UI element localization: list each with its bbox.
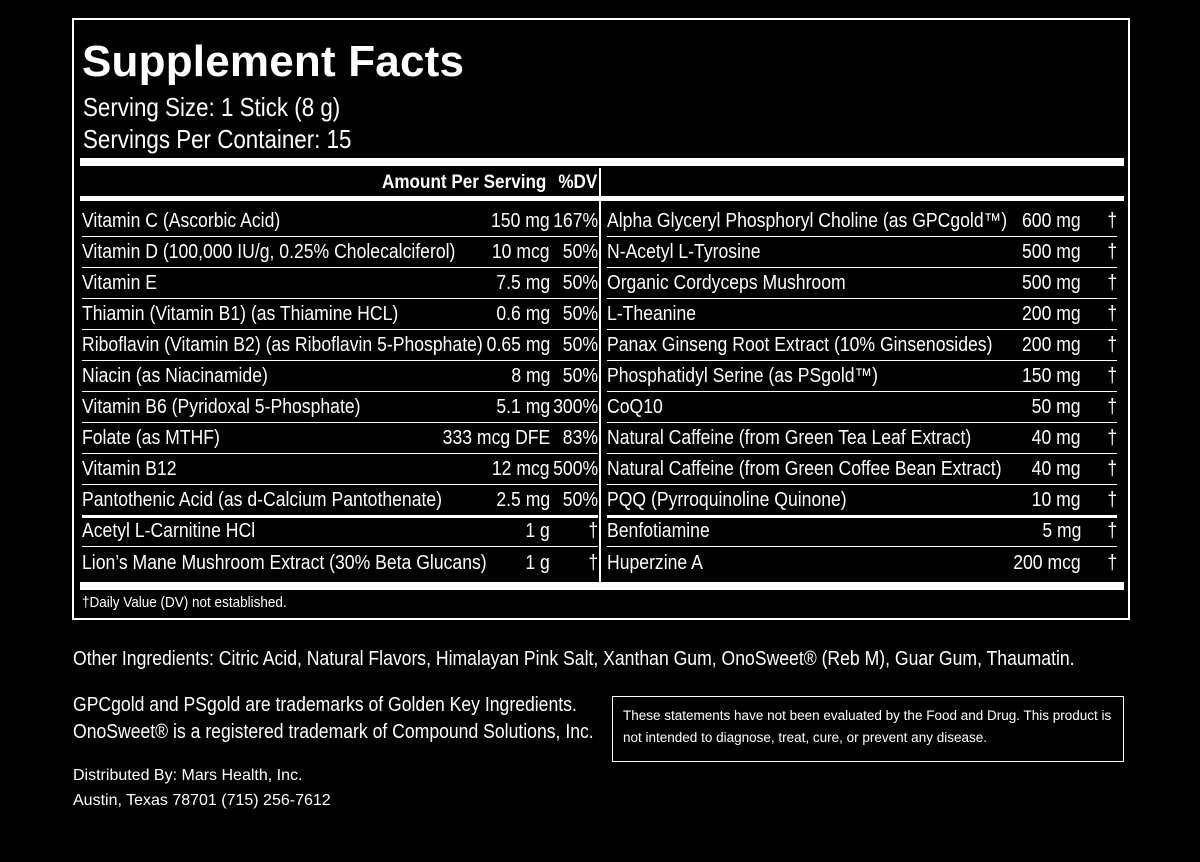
- divider-thick: [80, 158, 1124, 166]
- ingredient-amount: 10 mg: [1032, 489, 1081, 511]
- ingredient-dv: †: [1107, 272, 1117, 294]
- panel-title: Supplement Facts: [82, 37, 465, 86]
- row-divider: [82, 546, 598, 547]
- ingredient-name: Benfotiamine: [607, 520, 710, 542]
- left-ingredient-row: [82, 206, 598, 236]
- ingredient-dv: 50%: [562, 241, 598, 263]
- ingredient-name: N-Acetyl L-Tyrosine: [607, 241, 761, 263]
- fda-disclaimer: These statements have not been evaluated by the Food and Drug. This product is not intended to diagnose, treat, cure, or prevent any disease.: [612, 696, 1124, 762]
- ingredient-amount: 200 mcg: [1013, 552, 1081, 574]
- right-ingredient-row: [607, 485, 1117, 515]
- ingredient-name: Vitamin B6 (Pyridoxal 5-Phosphate): [82, 396, 361, 418]
- ingredient-amount: 40 mg: [1032, 458, 1081, 480]
- ingredient-name: Alpha Glyceryl Phosphoryl Choline (as GPCgold™): [607, 210, 1008, 232]
- divider-medium: [80, 196, 1124, 201]
- ingredient-dv: 50%: [562, 334, 598, 356]
- dv-header-label: %DV: [558, 172, 598, 193]
- other-ingredients: Other Ingredients: Citric Acid, Natural Flavors, Himalayan Pink Salt, Xanthan Gum, OnoSweet® (Reb M), Guar Gum, Thaumatin.: [73, 648, 1075, 670]
- left-ingredient-row: [82, 485, 598, 515]
- trademark-line-1: GPCgold and PSgold are trademarks of Golden Key Ingredients.: [73, 694, 577, 716]
- column-separator-header: [599, 168, 601, 200]
- ingredient-name: Lion’s Mane Mushroom Extract (30% Beta Glucans): [82, 552, 487, 574]
- ingredient-amount: 40 mg: [1032, 427, 1081, 449]
- ingredient-name: Pantothenic Acid (as d-Calcium Pantothenate): [82, 489, 443, 511]
- ingredient-amount: 2.5 mg: [496, 489, 550, 511]
- divider-bottom: [80, 582, 1124, 590]
- ingredient-dv: 83%: [562, 427, 598, 449]
- right-ingredient-row: [607, 299, 1117, 329]
- ingredient-amount: 8 mg: [510, 365, 550, 387]
- ingredient-dv: †: [1107, 334, 1117, 356]
- left-ingredient-row: [82, 268, 598, 298]
- right-ingredient-row: [607, 206, 1117, 236]
- ingredient-dv: 50%: [562, 489, 598, 511]
- right-ingredient-row: [607, 423, 1117, 453]
- ingredient-name: Niacin (as Niacinamide): [82, 365, 268, 387]
- left-ingredient-row: [82, 361, 598, 391]
- ingredient-amount: 7.5 mg: [496, 272, 550, 294]
- ingredient-name: Vitamin C (Ascorbic Acid): [82, 210, 281, 232]
- ingredient-amount: 50 mg: [1032, 396, 1081, 418]
- supplement-facts-panel: [72, 18, 1130, 620]
- ingredient-name: Riboflavin (Vitamin B2) (as Riboflavin 5-Phosphate): [82, 334, 483, 356]
- ingredient-name: Folate (as MTHF): [82, 427, 220, 449]
- right-ingredient-row: [607, 268, 1117, 298]
- right-ingredient-row: [607, 516, 1117, 546]
- ingredient-dv: †: [1107, 303, 1117, 325]
- right-ingredient-row: [607, 330, 1117, 360]
- ingredient-dv: †: [1107, 552, 1117, 574]
- ingredient-amount: 200 mg: [1022, 334, 1081, 356]
- row-divider: [607, 546, 1117, 547]
- ingredient-name: PQQ (Pyrroquinoline Quinone): [607, 489, 847, 511]
- left-ingredient-row: [82, 423, 598, 453]
- ingredient-name: Natural Caffeine (from Green Coffee Bean Extract): [607, 458, 1002, 480]
- ingredient-amount: 1 g: [525, 520, 550, 542]
- ingredient-dv: 50%: [562, 303, 598, 325]
- right-ingredient-row: [607, 361, 1117, 391]
- ingredient-name: Vitamin B12: [82, 458, 177, 480]
- ingredient-dv: †: [1107, 458, 1117, 480]
- ingredient-name: Huperzine A: [607, 552, 703, 574]
- ingredient-amount: 10 mcg: [492, 241, 550, 263]
- ingredient-dv: †: [1107, 365, 1117, 387]
- amount-header: [382, 172, 597, 194]
- ingredient-name: Phosphatidyl Serine (as PSgold™): [607, 365, 878, 387]
- right-ingredient-row: [607, 392, 1117, 422]
- ingredient-dv: †: [588, 520, 598, 542]
- ingredient-amount: 12 mcg: [492, 458, 550, 480]
- ingredient-dv: †: [1107, 396, 1117, 418]
- trademark-line-2: OnoSweet® is a registered trademark of Compound Solutions, Inc.: [73, 721, 594, 743]
- ingredient-amount: 500 mg: [1022, 272, 1081, 294]
- ingredient-dv: 300%: [552, 396, 598, 418]
- ingredient-amount: 5 mg: [1041, 520, 1081, 542]
- ingredient-dv: 167%: [552, 210, 598, 232]
- left-ingredient-row: [82, 516, 598, 546]
- distributor-line-2: Austin, Texas 78701 (715) 256-7612: [73, 792, 331, 809]
- left-ingredient-row: [82, 548, 598, 578]
- right-ingredient-row: [607, 548, 1117, 578]
- ingredient-name: Organic Cordyceps Mushroom: [607, 272, 846, 294]
- ingredient-name: Thiamin (Vitamin B1) (as Thiamine HCL): [82, 303, 399, 325]
- ingredient-name: CoQ10: [607, 396, 663, 418]
- serving-size: Serving Size: 1 Stick (8 g): [83, 92, 341, 122]
- ingredient-amount: 0.65 mg: [486, 334, 550, 356]
- ingredient-amount: 150 mg: [491, 210, 550, 232]
- ingredient-name: L-Theanine: [607, 303, 697, 325]
- ingredient-amount: 150 mg: [1022, 365, 1081, 387]
- left-ingredient-row: [82, 330, 598, 360]
- ingredient-dv: †: [1107, 520, 1117, 542]
- ingredient-amount: 500 mg: [1022, 241, 1081, 263]
- ingredient-name: Natural Caffeine (from Green Tea Leaf Extract): [607, 427, 972, 449]
- left-ingredient-row: [82, 392, 598, 422]
- ingredient-dv: †: [1107, 427, 1117, 449]
- ingredient-dv: †: [588, 552, 598, 574]
- ingredient-amount: 0.6 mg: [496, 303, 550, 325]
- right-ingredient-row: [607, 237, 1117, 267]
- ingredient-dv: 500%: [552, 458, 598, 480]
- amount-per-serving-label: Amount Per Serving: [382, 172, 547, 193]
- ingredient-amount: 333 mcg DFE: [442, 427, 550, 449]
- ingredient-name: Panax Ginseng Root Extract (10% Ginsenosides): [607, 334, 993, 356]
- left-ingredient-row: [82, 299, 598, 329]
- ingredient-amount: 5.1 mg: [496, 396, 550, 418]
- ingredient-name: Acetyl L-Carnitine HCl: [82, 520, 256, 542]
- distributor-line-1: Distributed By: Mars Health, Inc.: [73, 767, 303, 784]
- column-separator: [599, 201, 601, 582]
- left-ingredient-row: [82, 454, 598, 484]
- right-ingredient-row: [607, 454, 1117, 484]
- ingredient-name: Vitamin D (100,000 IU/g, 0.25% Cholecalciferol): [82, 241, 456, 263]
- ingredient-amount: 1 g: [525, 552, 550, 574]
- servings-per-container: Servings Per Container: 15: [83, 124, 352, 154]
- ingredient-dv: †: [1107, 489, 1117, 511]
- ingredient-amount: 200 mg: [1022, 303, 1081, 325]
- dv-footnote: †Daily Value (DV) not established.: [82, 594, 287, 611]
- ingredient-name: Vitamin E: [82, 272, 158, 294]
- ingredient-dv: †: [1107, 210, 1117, 232]
- ingredient-dv: †: [1107, 241, 1117, 263]
- left-ingredient-row: [82, 237, 598, 267]
- ingredient-amount: 600 mg: [1022, 210, 1081, 232]
- ingredient-dv: 50%: [562, 272, 598, 294]
- ingredient-dv: 50%: [562, 365, 598, 387]
